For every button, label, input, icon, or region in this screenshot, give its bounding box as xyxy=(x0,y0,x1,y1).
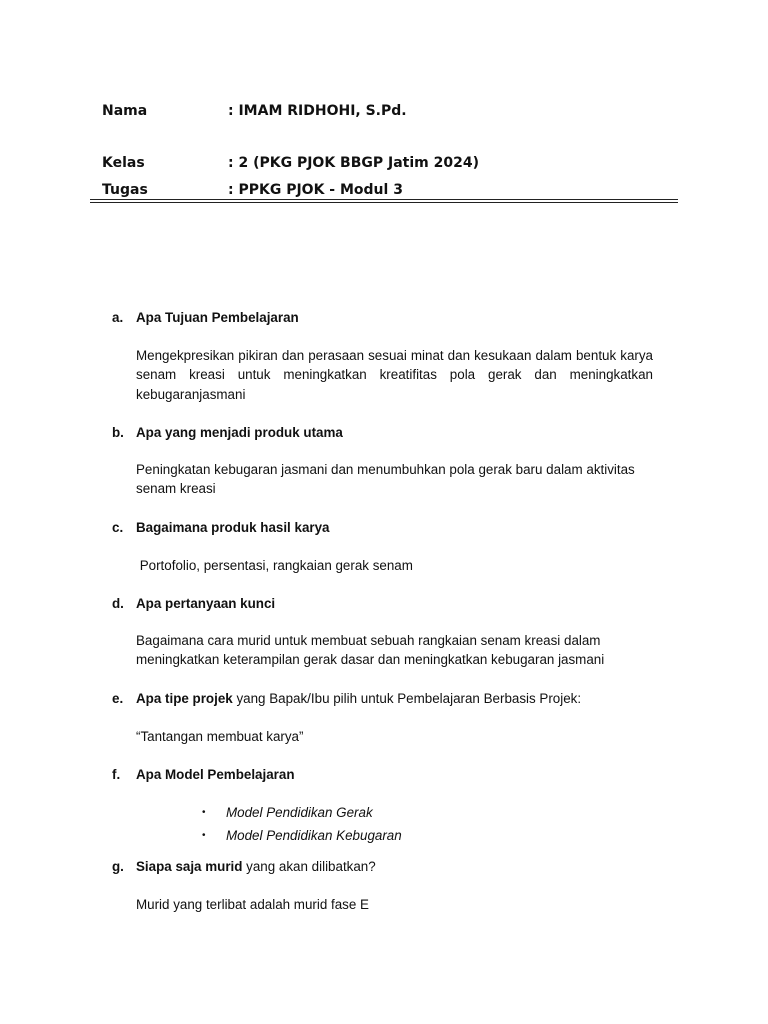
question-rest: yang akan dilibatkan? xyxy=(242,859,376,874)
section-d-answer: Bagaimana cara murid untuk membuat sebuah rangkaian senam kreasi dalam meningkatkan keterampilan gerak dasar dan meningkatkan kebugaran jasmani xyxy=(136,633,605,668)
section-question xyxy=(136,857,376,876)
question-bold: Apa Model Pembelajaran xyxy=(136,767,295,782)
section-question xyxy=(136,765,295,784)
header-value: : PPKG PJOK - Modul 3 xyxy=(228,182,403,198)
bullet-text: Model Pendidikan Kebugaran xyxy=(226,828,402,843)
section-marker: f. xyxy=(112,767,121,782)
question-bold: Apa pertanyaan kunci xyxy=(136,596,276,611)
header-value: : IMAM RIDHOHI, S.Pd. xyxy=(228,103,407,119)
section-marker: b. xyxy=(112,425,124,440)
question-bold: Bagaimana produk hasil karya xyxy=(136,520,330,535)
section-question xyxy=(136,423,343,442)
section-question xyxy=(136,518,330,537)
section-marker: g. xyxy=(112,859,124,874)
section-a-answer: Mengekpresikan pikiran dan perasaan sesuai minat dan kesukaan dalam bentuk karya senam kreasi untuk meningkatkan kreatifitas pola gerak dan meningkatkan kebugaranjasmani xyxy=(136,348,653,402)
bullet-icon: • xyxy=(202,830,206,841)
question-rest: yang Bapak/Ibu pilih untuk Pembelajaran Berbasis Projek: xyxy=(232,691,582,706)
section-question xyxy=(136,689,581,708)
question-bold: Apa yang menjadi produk utama xyxy=(136,425,343,440)
section-g-answer: Murid yang terlibat adalah murid fase E xyxy=(136,897,369,912)
header-divider-top xyxy=(90,199,678,200)
header-value: : 2 (PKG PJOK BBGP Jatim 2024) xyxy=(228,155,479,171)
section-f-bullet-list xyxy=(202,801,402,847)
bullet-item xyxy=(202,824,402,847)
section-c-answer: Portofolio, persentasi, rangkaian gerak senam xyxy=(136,558,413,573)
header-label: Nama xyxy=(102,103,148,119)
bullet-icon: • xyxy=(202,807,206,818)
question-bold: Apa tipe projek xyxy=(136,691,233,706)
section-marker: c. xyxy=(112,520,124,535)
section-e-answer: “Tantangan membuat karya” xyxy=(136,729,304,744)
header-label: Tugas xyxy=(102,182,148,198)
section-b-answer: Peningkatan kebugaran jasmani dan menumbuhkan pola gerak baru dalam aktivitas senam kreasi xyxy=(136,462,635,497)
bullet-item xyxy=(202,801,402,824)
question-bold: Siapa saja murid xyxy=(136,859,243,874)
header-label: Kelas xyxy=(102,155,145,171)
question-bold: Apa Tujuan Pembelajaran xyxy=(136,310,299,325)
section-marker: d. xyxy=(112,596,124,611)
section-question xyxy=(136,594,275,613)
bullet-text: Model Pendidikan Gerak xyxy=(226,805,373,820)
header-divider-bottom xyxy=(90,202,678,203)
section-marker: e. xyxy=(112,691,124,706)
section-question xyxy=(136,308,299,327)
section-marker: a. xyxy=(112,310,124,325)
